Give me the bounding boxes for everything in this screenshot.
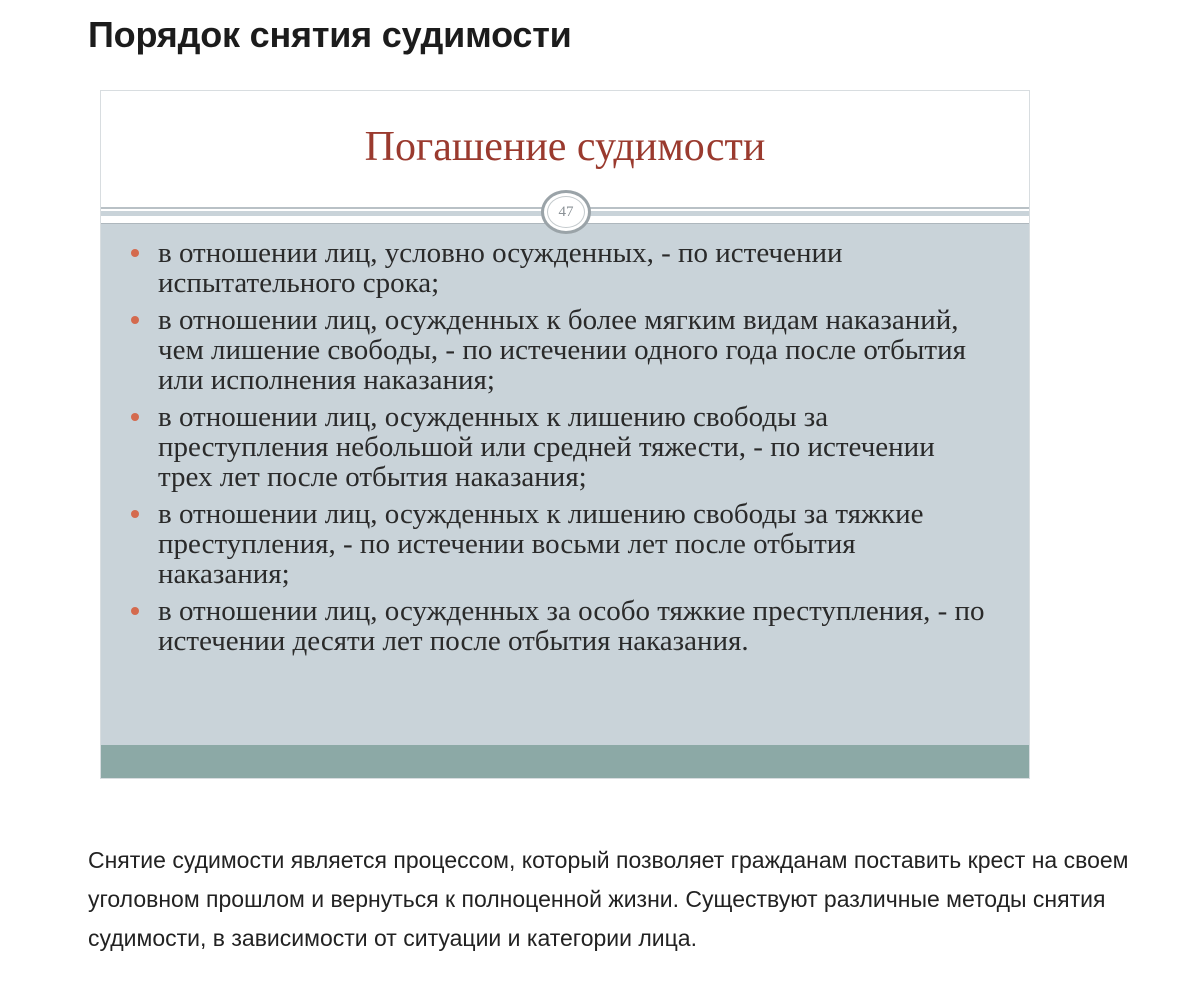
bullet-dot-icon (131, 413, 139, 421)
slide-bullet-text: в отношении лиц, осужденных к лишению свободы за тяжкие преступления, - по истечении восьми лет после отбытия наказания; (158, 498, 924, 590)
slide-bullet-text: в отношении лиц, условно осужденных, - по истечении испытательного срока; (158, 237, 843, 299)
slide-bullet-text: в отношении лиц, осужденных за особо тяжкие преступления, - по истечении десяти лет после отбытия наказания. (158, 595, 985, 657)
article-paragraph: Снятие судимости является процессом, который позволяет гражданам поставить крест на своем уголовном прошлом и вернуться к полноценной жизни. Существуют различные методы снятия судимости, в зависимости от ситуации и категории лица. (88, 847, 1129, 951)
slide-bullet-item (131, 499, 991, 589)
slide-image (100, 90, 1030, 779)
slide-bullet-list (131, 238, 991, 663)
slide-bullet-text: в отношении лиц, осужденных к более мягким видам наказаний, чем лишение свободы, - по истечении одного года после отбытия или исполнения наказания; (158, 304, 966, 396)
slide-bullet-item (131, 305, 991, 395)
slide-bullet-item (131, 596, 991, 656)
slide-bullet-item (131, 402, 991, 492)
bullet-dot-icon (131, 607, 139, 615)
article-heading: Порядок снятия судимости (88, 14, 572, 55)
bullet-dot-icon (131, 249, 139, 257)
slide-bullet-item (131, 238, 991, 298)
slide-footer-band (101, 745, 1029, 778)
bullet-dot-icon (131, 316, 139, 324)
slide-bullet-text: в отношении лиц, осужденных к лишению свободы за преступления небольшой или средней тяжести, - по истечении трех лет после отбытия наказания; (158, 401, 935, 493)
slide-number-badge: 47 (541, 190, 591, 234)
slide-title: Погашение судимости (364, 124, 766, 170)
bullet-dot-icon (131, 510, 139, 518)
